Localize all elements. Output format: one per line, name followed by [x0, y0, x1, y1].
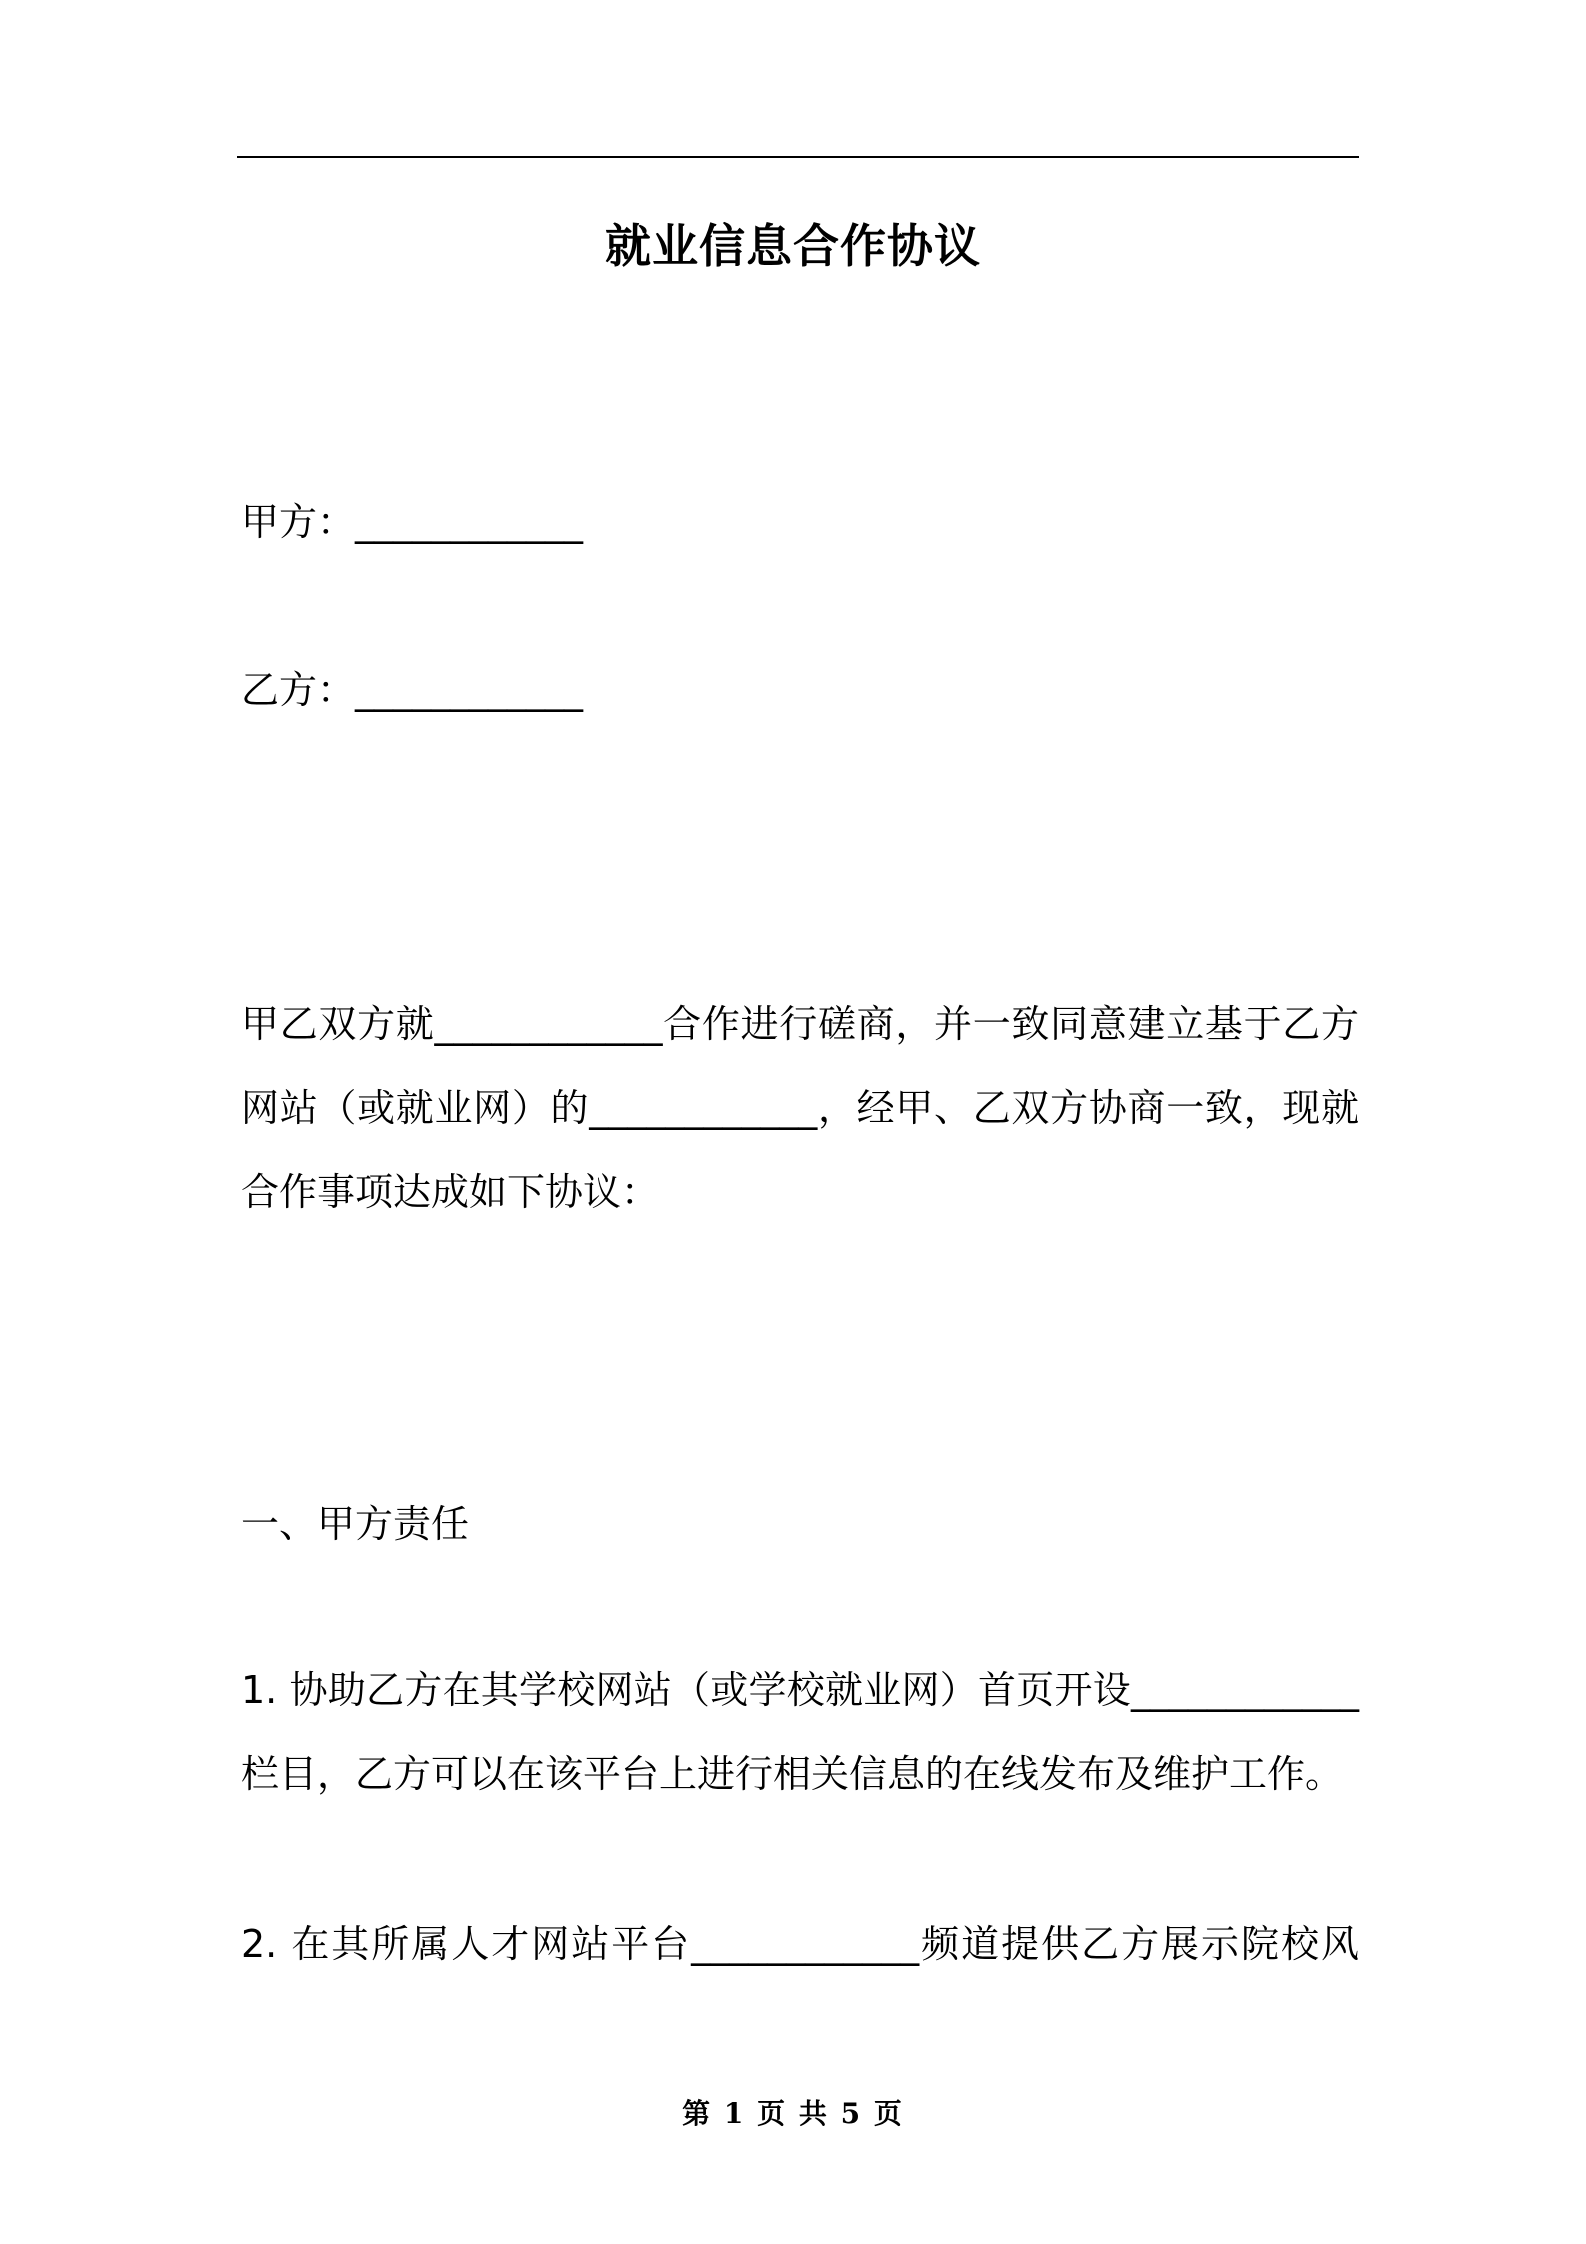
intro-line-1: 甲乙双方就____________合作进行磋商，并一致同意建立基于乙方 [241, 1002, 1359, 1046]
intro-line-3: 合作事项达成如下协议： [241, 1170, 660, 1214]
item-1-line-2: 栏目，乙方可以在该平台上进行相关信息的在线发布及维护工作。 [241, 1752, 1344, 1796]
party-b-line: 乙方：____________ [241, 668, 584, 712]
page-indicator: 第 1 页 共 5 页 [682, 2097, 904, 2130]
party-a-line: 甲方：____________ [241, 500, 584, 544]
item-2-line-1: 2. 在其所属人才网站平台____________频道提供乙方展示院校风 [241, 1922, 1359, 1966]
item-1-line-1: 1. 协助乙方在其学校网站（或学校就业网）首页开设____________ [241, 1668, 1359, 1712]
document-title: 就业信息合作协议 [605, 219, 981, 273]
section-heading-party-a-duties: 一、甲方责任 [241, 1502, 470, 1546]
header-rule [237, 156, 1359, 158]
intro-line-2: 网站（或就业网）的____________，经甲、乙双方协商一致，现就 [241, 1086, 1359, 1130]
